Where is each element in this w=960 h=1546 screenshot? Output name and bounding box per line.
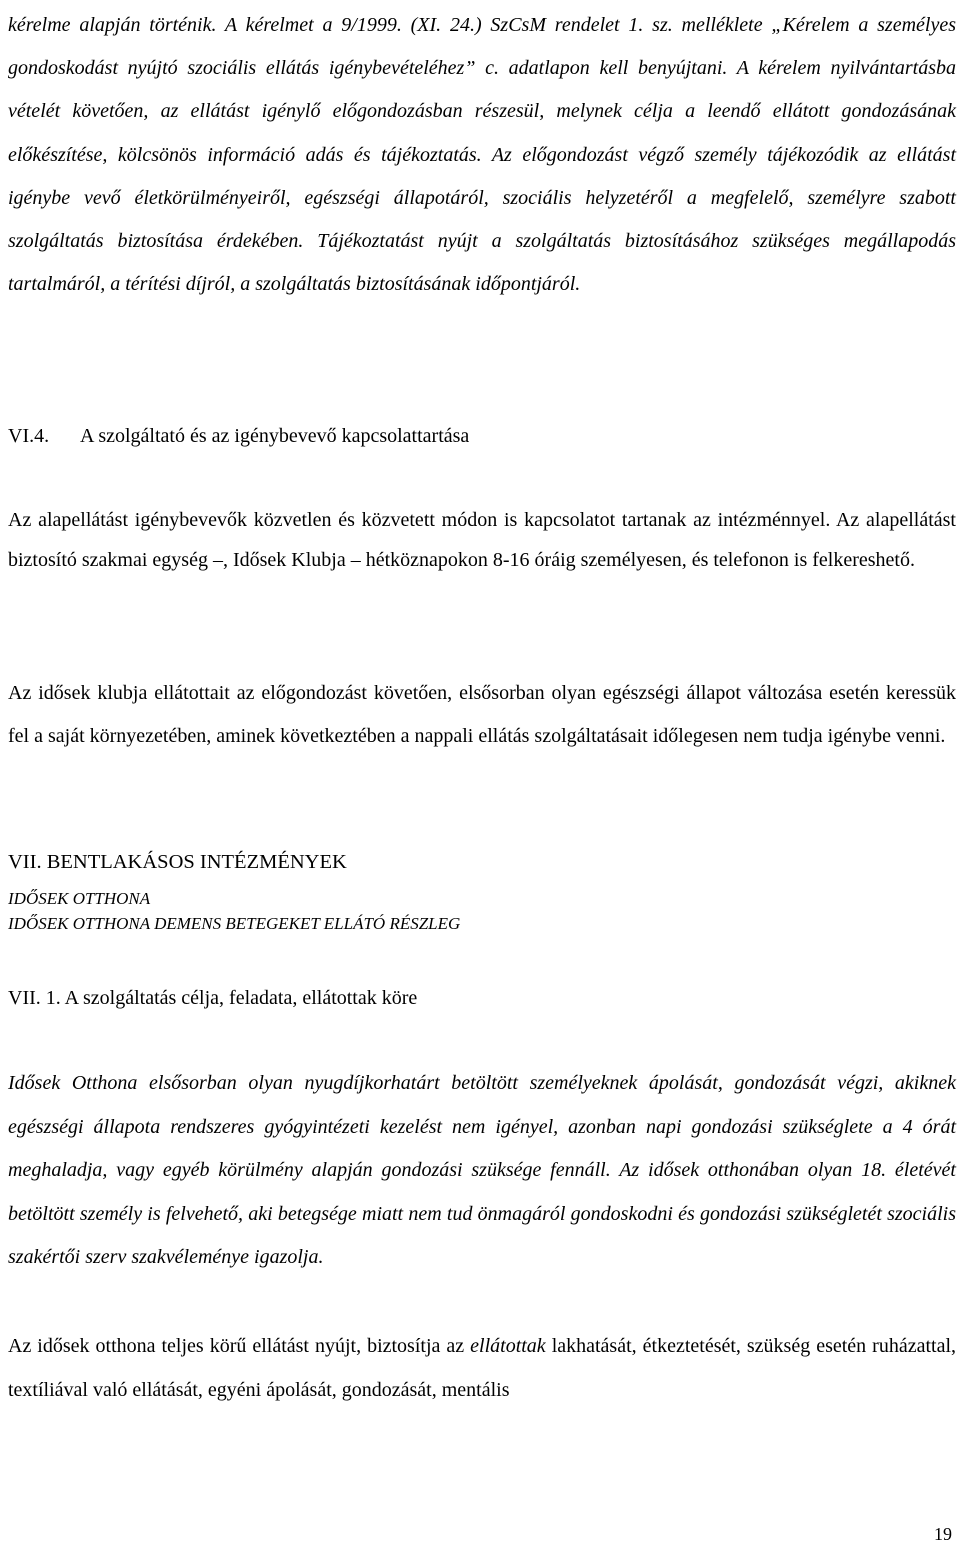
- club-visit-paragraph: Az idősek klubja ellátottait az előgondozást követően, elsősorban olyan egészségi állapot változása esetén keressük fel a saját környezetében, aminek következtében a nappali ellátás szolgáltatásait időlegesen nem tudja igénybe venni.: [8, 682, 956, 747]
- intro-paragraph: kérelme alapján történik. A kérelmet a 9/1999. (XI. 24.) SzCsM rendelet 1. sz. melléklete „Kérelem a személyes gondoskodást nyújtó szociális ellátás igénybevételéhez” c. adatlapon kell benyújtani. A kérelem nyilvántartásba vételét követően, az ellátást igénylő előgondozásban részesül, melynek célja a leendő ellátott gondozásának előkészítése, kölcsönös információ adás és tájékoztatás. Az előgondozást végző személy tájékozódik az ellátást igénybe vevő életkörülményeiről, egészségi állapotáról, szociális helyzetéről a megfelelő, személyre szabott szolgáltatás biztosítása érdekében. Tájékoztatást nyújt a szolgáltatás biztosításához szükséges megállapodás tartalmáról, a térítési díjról, a szolgáltatás biztosításának időpontjáról.: [8, 14, 956, 296]
- chapter-subtitle-1: IDŐSEK OTTHONA: [8, 889, 151, 908]
- chapter-subtitle-2: IDŐSEK OTTHONA DEMENS BETEGEKET ELLÁTÓ RÉSZLEG: [8, 914, 461, 933]
- chapter-heading-vii: VII. BENTLAKÁSOS INTÉZMÉNYEK: [8, 851, 347, 873]
- page-number: 19: [934, 1524, 952, 1544]
- section-title: A szolgáltató és az igénybevevő kapcsolattartása: [80, 425, 470, 447]
- section-heading-vii1: VII. 1. A szolgáltatás célja, feladata, ellátottak köre: [8, 987, 418, 1009]
- full-care-text-end: lakhatását, étkeztetését, szükség esetén ruházattal, textíliával való ellátását, egyéni ápolását, gondozását, mentális: [8, 1335, 957, 1401]
- full-care-text-start: Az idősek otthona teljes körű ellátást nyújt, biztosítja az: [8, 1335, 465, 1357]
- full-care-paragraph: [8, 1324, 956, 1412]
- document-page: [8, 0, 956, 1546]
- full-care-emphasis: ellátottak: [470, 1335, 546, 1357]
- section-number: VI.4.: [8, 425, 50, 447]
- contact-paragraph: Az alapellátást igénybevevők közvetlen és közvetett módon is kapcsolatot tartanak az intézménnyel. Az alapellátást biztosító szakmai egység –, Idősek Klubja – hétköznapokon 8-16 óráig személyesen, és telefonon is felkereshető.: [8, 509, 956, 571]
- service-purpose-paragraph: Idősek Otthona elsősorban olyan nyugdíjkorhatárt betöltött személyeknek ápolását, gondozását végzi, akiknek egészségi állapota rendszeres gyógyintézeti kezelést nem igényel, azonban napi gondozási szükséglete a 4 órát meghaladja, vagy egyéb körülmény alapján gondozási szüksége fennáll. Az idősek otthonában olyan 18. életévét betöltött személy is felvehető, aki betegsége miatt nem tud önmagáról gondoskodni és gondozási szükségletét szociális szakértői szerv szakvéleménye igazolja.: [8, 1072, 956, 1269]
- section-heading-vi4: [8, 422, 956, 450]
